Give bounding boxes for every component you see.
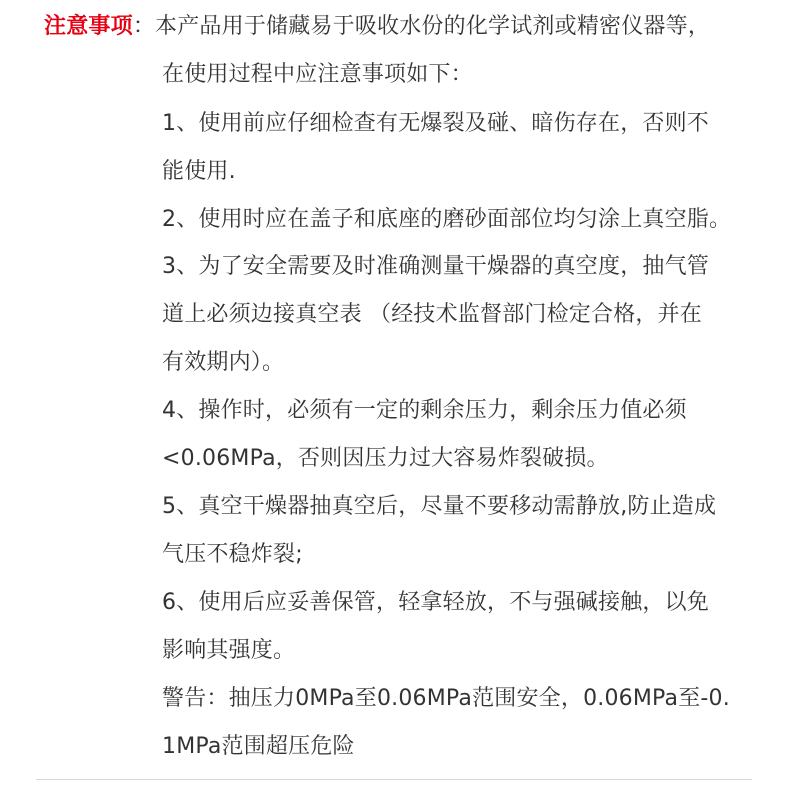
item-3-line-2: 道上必须边接真空表 （经技术监督部门检定合格，并在 [162, 302, 702, 327]
notice-label-colon: ： [132, 14, 156, 39]
notice-intro-line-1: 本产品用于储藏易于吸收水份的化学试剂或精密仪器等， [155, 14, 711, 39]
notice-heading-line [44, 12, 710, 42]
notice-label: 注意事项 [44, 14, 133, 39]
warning-line-1: 警告：抽压力0MPa至0.06MPa范围安全，0.06MPa至-0. [162, 686, 730, 711]
item-6-line-1: 6、使用后应妥善保管，轻拿轻放，不与强碱接触，以免 [162, 590, 709, 615]
item-4-line-1: 4、操作时，必须有一定的剩余压力，剩余压力值必须 [162, 398, 687, 423]
item-6-line-2: 影响其强度。 [162, 638, 296, 663]
warning-line-2: 1MPa范围超压危险 [162, 734, 355, 759]
item-3-line-3: 有效期内）。 [162, 350, 285, 375]
bottom-divider [36, 779, 752, 780]
item-4-line-2: <0.06MPa，否则因压力过大容易炸裂破损。 [162, 446, 609, 471]
item-3-line-1: 3、为了安全需要及时准确测量干燥器的真空度，抽气管 [162, 254, 709, 279]
item-1-line-2: 能使用. [162, 159, 236, 184]
notice-intro-line-2: 在使用过程中应注意事项如下： [162, 62, 473, 87]
item-1-line-1: 1、使用前应仔细检查有无爆裂及碰、暗伤存在，否则不 [162, 111, 709, 136]
item-2-line-1: 2、使用时应在盖子和底座的磨砂面部位均匀涂上真空脂。 [162, 207, 732, 232]
item-5-line-1: 5、真空干燥器抽真空后，尽量不要移动需静放,防止造成 [162, 494, 717, 519]
item-5-line-2: 气压不稳炸裂; [162, 542, 303, 567]
